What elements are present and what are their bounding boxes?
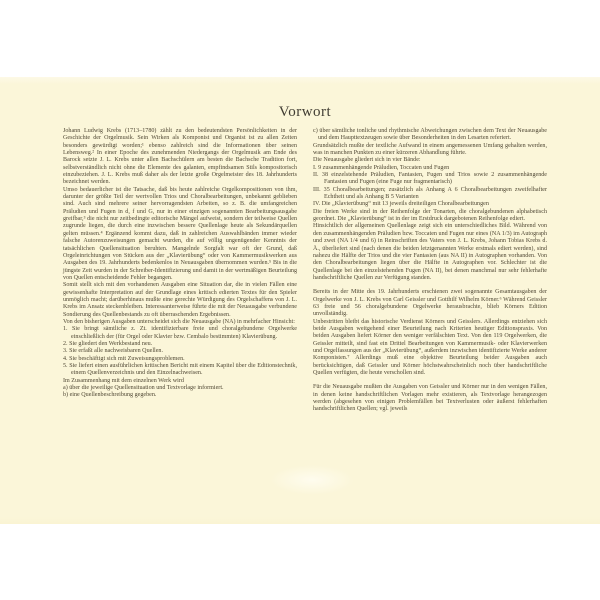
right-column	[313, 128, 547, 414]
paragraph: Die Neuausgabe gliedert sich in vier Bände:	[313, 157, 421, 164]
volume-item: IV. Die „Klavierübung“ mit 13 jeweils dreiteiligen Choralbearbeitungen	[313, 201, 489, 208]
text-columns	[63, 128, 547, 414]
book-page	[0, 77, 600, 524]
paragraph: Unbestritten bleibt das historische Verdienst Körners und Geisslers. Allerdings entziehen sich beide Ausgaben weitgehend einer Beurteilung nach Kriterien heutiger Editionspraxis. Von beiden Ausgaben liefert Körner den weniger verfälschten Text. Von den 119 Orgelwerken, die Geissler mitteilt, sind fast ein Drittel Bearbeitungen von Kammermusik- oder Klavierwerken und Orgelfassungen aus der „Klavierübung“, außerdem inzwischen identifizierte Werke anderer Komponisten.⁷ Allerdings muß eine objektive Beurteilung beider Ausgaben auch berücksichtigen, daß Geissler und Körner höchstwahrscheinlich noch über handschriftliche Quellen verfügten, die heute verschollen sind.	[313, 318, 547, 376]
paragraph: Grundsätzlich mußte der textliche Aufwand in einem angemessenen Umfang gehalten werden, was in manchen Punkten zu einer kürzeren Abhandlung führte.	[313, 142, 547, 157]
paragraph: Die freien Werke sind in der Reihenfolge der Tonarten, die choralgebundenen alphabetisch geordnet. Die „Klavierübung“ ist in der im Erstdruck dargebotenen Reihenfolge ediert.	[313, 208, 547, 223]
paragraph: Für die Neuausgabe mußten die Ausgaben von Geissler und Körner nur in den wenigen Fällen, in denen keine handschriftlichen Vorlagen mehr existieren, als Textvorlage herangezogen werden (abgesehen von einigen Problemfällen bei Textverlusten oder äußerst fehlerhaften handschriftlichen Quellen; vgl. jeweils	[313, 384, 547, 413]
paragraph: Somit stellt sich mit den vorhandenen Ausgaben eine Situation dar, die in vielen Fällen eine gewissenhafte Interpretation auf der Grundlage eines kritisch edierten Textes für den Spieler unmöglich macht; darüberhinaus mußte eine gerechte Würdigung des Orgelschaffens von J. L. Krebs im Ansatz steckenbleiben. Interessanterweise führte die mit der Neuausgabe verbundene Sondierung des Quellenbestands zu oft überraschenden Ergebnissen.	[63, 282, 297, 318]
paragraph: Hinsichtlich der allgemeinen Quellenlage zeigt sich ein unterschiedliches Bild. Während von den zusammenhängenden Präludien bzw. Toccaten und Fugen nur eines (NA 1/3) im Autograph und zwei (NA 1/4 und 6) in Reinschriften des Vaters von J. L. Krebs, Johann Tobias Krebs d. Ä., überliefert sind (nach denen die beiden letztgenannten Werke erstmals ediert werden), sind nahezu die Hälfte der Trios und die vier Fantasien (aus NA II) in Autographen vorhanden. Von den Choralbearbeitungen liegen über die Hälfte in Autographen vor. Schlechter ist die Quellenlage bei den einzelstehenden Fugen (NA II), bei denen manchmal nur sehr fehlerhafte handschriftliche Quellen zur Verfügung standen.	[313, 223, 547, 281]
page-title: Vorwort	[278, 104, 332, 120]
paragraph: Im Zusammenhang mit dem einzelnen Werk wird	[63, 377, 184, 384]
paragraph-intro: Johann Ludwig Krebs (1713–1780) zählt zu den bedeutendsten Persönlichkeiten in der Geschichte der Orgelmusik. Sein Wirken als Komponist und Organist ist zu allen Zeiten besonders gewürdigt worden;¹ ebenso zahlreich sind die Informationen über seinen Lebensweg.² In einer Epoche des zunehmenden Niedergangs der Orgelmusik am Ende des Barock setzte J. L. Krebs unter allen Bachschülern am besten die Bachsche Tradition fort, selbstverständlich nicht ohne die Elemente des galanten, empfindsamen Stils kompositorisch einzubeziehen. J. L. Krebs muß daher als der letzte große Orgelmeister des 18. Jahrhunderts bezeichnet werden.	[63, 128, 297, 186]
paragraph: Umso bedauerlicher ist die Tatsache, daß bis heute zahlreiche Orgelkompositionen von ihm, darunter der größte Teil der wertvollen Trios und Choralbearbeitungen, unbekannt geblieben sind. Auch sind mehrere seiner hervorragendsten Arbeiten, so z. B. die umfangreichen Präludien und Fugen in d, f und G, nur in einer einzigen sogenannten Bearbeitungsausgabe greifbar,³ die nicht nur zeitbedingte editorische Mängel aufweist, sondern der teilweise Quellen zugrunde liegen, die durch eine inzwischen bessere Quellenlage heute als Sekundärquellen gelten müssen.⁴ Ergänzend kommt dazu, daß in zahlreichen Auswahlbänden immer wieder falsche Autorenzuweisungen gemacht wurden, die auf völlig ungenügender Kenntnis der tatsächlichen Quellensituation beruhten. Mangelnde Sorgfalt war oft der Grund, daß Orgeleinrichtungen von Stücken aus der „Klavierübung“ oder von Kammermusikwerken aus Ausgaben des 19. Jahrhunderts bedenkenlos in Neuausgaben übernommen wurden.⁵ Bis in die jüngste Zeit wurden in der Schreiber-Identifizierung und damit in der wertmäßigen Beurteilung von Quellen entscheidende Fehler begangen.	[63, 186, 297, 281]
list-item: 1. Sie bringt sämtliche z. Zt. identifizierbare freie und choralgebundene Orgelwerke einschließlich der (für Orgel oder Klavier bzw. Cembalo bestimmten) Klavierübung.	[63, 326, 297, 340]
list-item: 5. Sie liefert einen ausführlichen kritischen Bericht mit einem Kapitel über die Editionstechnik, einem Quellenverzeichnis und den Einzelnachweisen.	[63, 363, 297, 377]
paragraph: Von den bisherigen Ausgaben unterscheidet sich die Neuausgabe (NA) in mehrfacher Hinsicht:	[63, 318, 295, 325]
left-column	[63, 128, 297, 414]
list-item: 2. Sie gliedert den Werkbestand neu.	[63, 340, 153, 347]
volume-item: II. 38 einzelstehende Präludien, Fantasien, Fugen und Trios sowie 2 zusammenhängende Fantasien und Fugen (eine Fuge nur fragmentarisch)	[313, 172, 547, 186]
list-item-c: c) über sämtliche tonliche und rhythmische Abweichungen zwischen dem Text der Neuausgabe und dem Haupttextzeugen sowie über Besonderheiten in den Lesarten referiert.	[313, 128, 547, 142]
volume-item: III. 35 Choralbearbeitungen; zusätzlich als Anhang A 6 Choralbearbeitungen zweifelhafter Echtheit und als Anhang B 5 Varianten	[313, 186, 547, 201]
volume-item: I. 9 zusammenhängende Präludien, Toccaten und Fugen	[313, 164, 450, 171]
list-item-a: a) über die jeweilige Quellensituation und Textvorlage informiert.	[63, 385, 224, 392]
list-item-b: b) eine Quellenbeschreibung gegeben.	[63, 392, 157, 399]
paragraph-gap	[313, 282, 547, 289]
list-item: 4. Sie beschäftigt sich mit Zuweisungsproblemen.	[63, 355, 185, 362]
list-item: 3. Sie erfaßt alle nachweisbaren Quellen.	[63, 348, 163, 355]
paragraph: Bereits in der Mitte des 19. Jahrhunderts erschienen zwei sogenannte Gesamtausgaben der Orgelwerke von J. L. Krebs von Carl Geissler und Gotthilf Wilhelm Körner.⁶ Während Geissler 63 freie und 56 choralgebundene Orgelwerke herausbrachte, blieb Körners Edition unvollständig.	[313, 289, 547, 318]
paper-watermark	[270, 465, 354, 495]
